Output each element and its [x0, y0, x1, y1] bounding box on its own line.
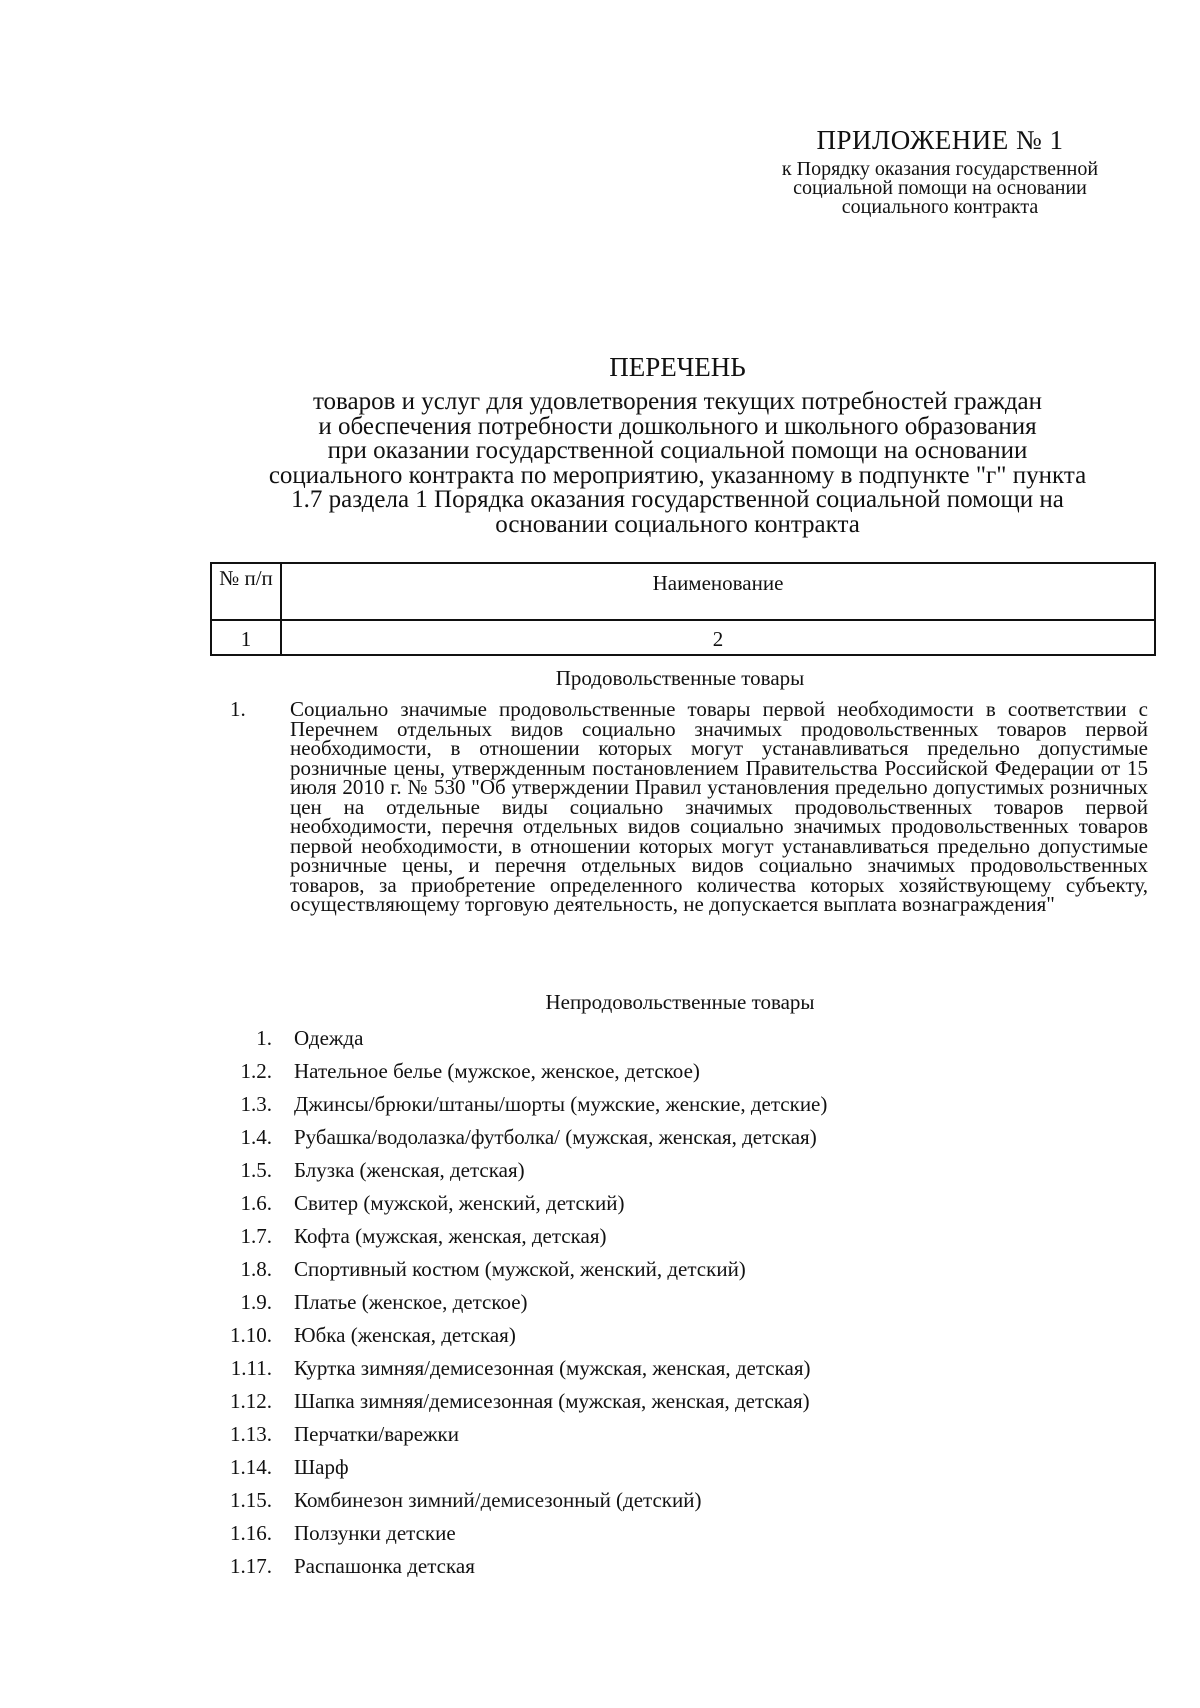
- item-number: 1.13.: [230, 1422, 272, 1446]
- item-number: 1.11.: [230, 1356, 272, 1380]
- item-number: 1.17.: [230, 1554, 272, 1578]
- list-item: [210, 1319, 1110, 1352]
- list-item: [210, 1385, 1110, 1418]
- appendix-line: к Порядку оказания государственной: [781, 158, 1099, 180]
- item-number: 1.10.: [230, 1323, 272, 1347]
- item-number: 1.2.: [240, 1059, 272, 1083]
- item-text: Одежда: [294, 1026, 364, 1050]
- item-text: Блузка (женская, детская): [294, 1158, 525, 1182]
- list-item: [210, 1253, 1110, 1286]
- item-text: Свитер (мужской, женский, детский): [294, 1191, 625, 1215]
- item-number: 1.8.: [240, 1257, 272, 1281]
- item-number: 1.12.: [230, 1389, 272, 1413]
- table-border: [210, 562, 1156, 564]
- item-text: Шапка зимняя/демисезонная (мужская, женская, детская): [294, 1389, 810, 1413]
- list-item: [210, 1418, 1110, 1451]
- item-number: 1.7.: [240, 1224, 272, 1248]
- column-index-number: 1: [240, 627, 252, 651]
- list-item: [210, 1352, 1110, 1385]
- item-number: 1.4.: [240, 1125, 272, 1149]
- table-border: [210, 619, 1156, 621]
- table-header: [210, 562, 1156, 656]
- subtitle-line: 1.7 раздела 1 Порядка оказания государственной социальной помощи на: [291, 486, 1064, 513]
- table-border: [210, 654, 1156, 656]
- item-number: 1.16.: [230, 1521, 272, 1545]
- appendix-reference: [740, 160, 1140, 217]
- header-name: Наименование: [652, 571, 784, 595]
- item-text: Кофта (мужская, женская, детская): [294, 1224, 607, 1248]
- item-text: Перчатки/варежки: [294, 1422, 459, 1446]
- list-item: [210, 1121, 1110, 1154]
- item-number: 1.15.: [230, 1488, 272, 1512]
- item-number: 1.: [230, 697, 246, 721]
- subtitle-line: товаров и услуг для удовлетворения текущих потребностей граждан: [312, 388, 1043, 415]
- list-item: [210, 1022, 1110, 1055]
- item-text: Джинсы/брюки/штаны/шорты (мужские, женские, детские): [294, 1092, 828, 1116]
- appendix-block: [740, 124, 1140, 217]
- appendix-heading: ПРИЛОЖЕНИЕ № 1: [816, 125, 1064, 155]
- subtitle-line: и обеспечения потребности дошкольного и школьного образования: [318, 412, 1037, 440]
- column-index-name: 2: [712, 627, 724, 651]
- item-text: Социально значимые продовольственные товары первой необходимости в соответствии с Перечнем отдельных видов социально значимых продовольственных товаров первой необходимости, в отношении которых могут устанавливаться предельно допустимые розничные цены, утвержденным постановлением Правительства Российской Федерации от 15 июля 2010 г. № 530 "Об утверждении Правил установления предельно допустимых розничных цен на отдельные виды социально значимых продовольственных товаров первой необходимости, перечня отдельных видов социально значимых продовольственных товаров первой необходимости, в отношении которых могут устанавливаться предельно допустимые розничные цены, и перечня отдельных видов социально значимых продовольственных товаров, за приобретение определенного количества которых хозяйствующему субъекту, осуществляющему торговую деятельность, не допускается выплата вознаграждения": [290, 697, 1148, 916]
- item-text: Комбинезон зимний/демисезонный (детский): [294, 1488, 702, 1512]
- item-text: Нательное белье (мужское, женское, детское): [294, 1059, 700, 1083]
- document-subtitle: [205, 390, 1150, 537]
- subtitle-line: социального контракта по мероприятию, указанному в подпункте "г" пункта: [268, 461, 1087, 489]
- appendix-line: социальной помощи на основании: [793, 177, 1087, 199]
- subtitle-line: при оказании государственной социальной помощи на основании: [327, 437, 1028, 464]
- header-number: № п/п: [219, 566, 273, 590]
- list-item: [210, 1517, 1110, 1550]
- item-text: Платье (женское, детское): [294, 1290, 528, 1314]
- item-text: Ползунки детские: [294, 1521, 456, 1545]
- item-number: 1.9.: [240, 1290, 272, 1314]
- list-item: [210, 1088, 1110, 1121]
- item-text: Рубашка/водолазка/футболка/ (мужская, женская, детская): [294, 1125, 817, 1149]
- item-number: 1.6.: [240, 1191, 272, 1215]
- item-number: 1.3.: [240, 1092, 272, 1116]
- subtitle-line: основании социального контракта: [495, 510, 860, 538]
- table-border: [1154, 562, 1156, 656]
- section-heading-food: Продовольственные товары: [555, 666, 805, 690]
- item-text: Спортивный костюм (мужской, женский, детский): [294, 1257, 746, 1281]
- list-item: [210, 1055, 1110, 1088]
- item-text: Юбка (женская, детская): [294, 1323, 516, 1347]
- list-item: [210, 1550, 1110, 1583]
- list-item: [210, 1451, 1110, 1484]
- section-heading-nonfood: Непродовольственные товары: [545, 990, 815, 1014]
- list-item: [210, 1154, 1110, 1187]
- item-text: Куртка зимняя/демисезонная (мужская, женская, детская): [294, 1356, 811, 1380]
- appendix-line: социального контракта: [841, 196, 1039, 218]
- list-item: [210, 1220, 1110, 1253]
- nonfood-list: [210, 1022, 1110, 1583]
- list-item: [210, 1286, 1110, 1319]
- item-number: 1.: [256, 1026, 272, 1050]
- item-number: 1.14.: [230, 1455, 272, 1479]
- list-item: [210, 1187, 1110, 1220]
- document-title: ПЕРЕЧЕНЬ: [609, 352, 746, 382]
- list-item: [210, 1484, 1110, 1517]
- item-text: Шарф: [294, 1455, 349, 1479]
- item-number: 1.5.: [240, 1158, 272, 1182]
- item-text: Распашонка детская: [294, 1554, 475, 1578]
